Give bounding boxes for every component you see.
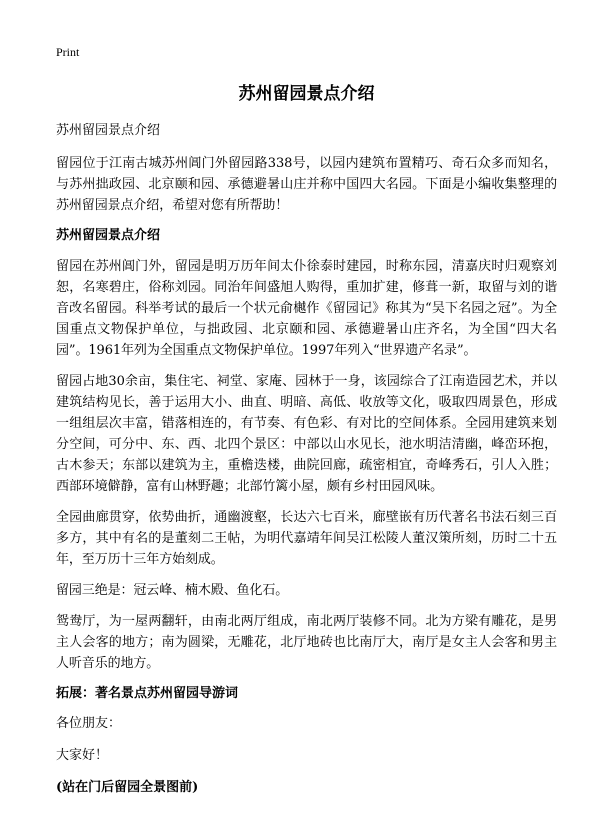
section-heading-intro: 苏州留园景点介绍 <box>56 228 161 243</box>
corridor-paragraph: 全园曲廊贯穿，依势曲折，通幽渡壑，长达六七百米，廊壁嵌有历代著名书法石刻三百多方，其中有名的是董刻二王帖，为明代嘉靖年间吴江松陵人董汉策所刻，历时二十五年，至万历十三年方始刻成。 <box>56 510 557 567</box>
stage-direction: (站在门后留园全景图前) <box>56 780 199 795</box>
print-link[interactable]: Print <box>56 45 80 59</box>
intro-paragraph: 留园位于江南古城苏州阊门外留园路338号，以园内建筑布置精巧、奇石众多而知名，与苏州拙政园、北京颐和园、承德避暑山庄并称中国四大名园。下面是小编收集整理的苏州留园景点介绍，希望对您有所帮助！ <box>56 156 557 213</box>
document-subtitle: 苏州留园景点介绍 <box>56 123 161 138</box>
three-wonders-paragraph: 留园三绝是：冠云峰、楠木殿、鱼化石。 <box>56 583 289 598</box>
history-paragraph: 留园在苏州阊门外，留园是明万历年间太仆徐泰时建园，时称东园，清嘉庆时归观察刘恕，名寒碧庄，俗称刘园。同治年间盛旭人购得，重加扩建，修葺一新，取留与刘的谐音改名留园。科举考试的最后一个状元俞樾作《留园记》称其为“吴下名园之冠”。为全国重点文物保护单位，与拙政园、北京颐和园、承德避暑山庄齐名，为全国“四大名园”。1961年列为全国重点文物保护单位。1997年列入“世界遗产名录”。 <box>56 259 557 358</box>
greeting-friends: 各位朋友： <box>56 716 122 731</box>
greeting-hello: 大家好！ <box>56 748 109 763</box>
section-heading-guide: 拓展：著名景点苏州留园导游词 <box>56 686 239 701</box>
hall-paragraph: 鸳鸯厅，为一屋两翻轩，由南北两厅组成，南北两厅装修不同。北为方梁有雕花，是男主人会客的地方；南为圆梁，无雕花，北厅地砖也比南厅大，南厅是女主人会客和男主人听音乐的地方。 <box>56 614 557 671</box>
document-title: 苏州留园景点介绍 <box>238 84 375 104</box>
layout-paragraph: 留园占地30余亩，集住宅、祠堂、家庵、园林于一身，该园综合了江南造园艺术，并以建筑结构见长，善于运用大小、曲直、明暗、高低、收放等文化，吸取四周景色，形成一组组层次丰富，错落相连的，有节奏、有色彩、有对比的空间体系。全园用建筑来划分空间，可分中、东、西、北四个景区：中部以山水见长，池水明洁清幽，峰峦环抱，古木参天；东部以建筑为主，重檐迭楼，曲院回廊，疏密相宜，奇峰秀石，引人入胜；西部环境僻静，富有山林野趣；北部竹篱小屋，颇有乡村田园风味。 <box>56 374 557 494</box>
